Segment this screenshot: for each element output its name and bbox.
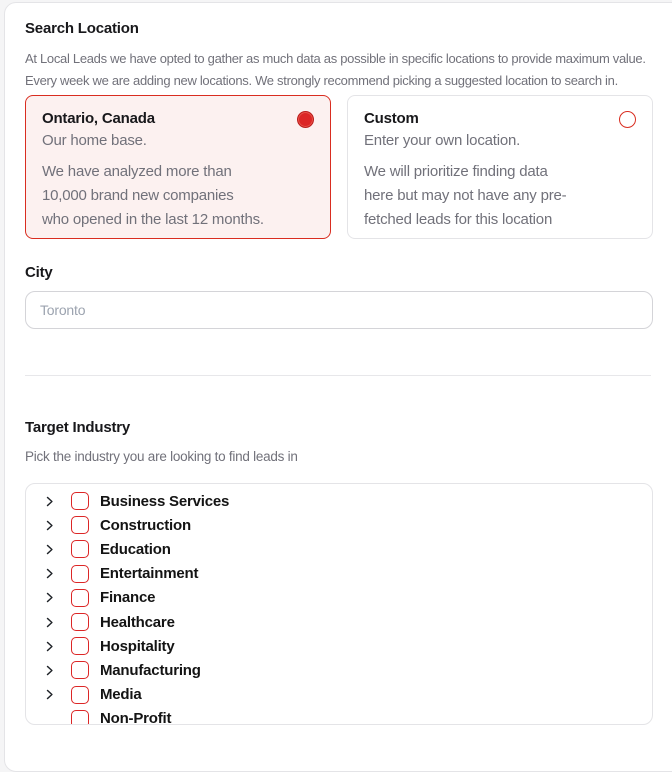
industry-label[interactable]: Education [100, 540, 171, 558]
chevron-right-icon[interactable] [42, 542, 56, 556]
chevron-right-icon[interactable] [42, 494, 56, 508]
description-line: fetched leads for this location [364, 211, 553, 228]
chevron-right-icon[interactable] [42, 518, 56, 532]
industry-checkbox[interactable] [71, 589, 89, 607]
industry-label[interactable]: Hospitality [100, 637, 175, 655]
industry-checkbox[interactable] [71, 710, 89, 725]
location-option-subtitle: Enter your own location. [364, 132, 521, 149]
section-divider [25, 375, 651, 376]
industry-row [26, 610, 652, 634]
location-option-title: Custom [364, 110, 419, 127]
description-line: here but may not have any pre- [364, 187, 567, 204]
search-location-description [25, 48, 653, 92]
chevron-right-icon[interactable] [42, 567, 56, 581]
industry-checkbox[interactable] [71, 686, 89, 704]
industry-label[interactable]: Healthcare [100, 613, 175, 631]
description-line: 10,000 brand new companies [42, 187, 234, 204]
chevron-right-icon[interactable] [42, 615, 56, 629]
industry-checkbox[interactable] [71, 565, 89, 583]
industry-row [26, 586, 652, 610]
city-label: City [25, 264, 53, 281]
chevron-right-icon[interactable] [42, 663, 56, 677]
target-industry-title: Target Industry [25, 419, 131, 436]
target-industry-subtitle: Pick the industry you are looking to find leads in [25, 449, 298, 464]
industry-label[interactable]: Entertainment [100, 565, 199, 583]
search-location-title: Search Location [25, 20, 139, 37]
industry-label[interactable]: Construction [100, 516, 191, 534]
radio-icon[interactable] [297, 111, 314, 128]
industry-row [26, 658, 652, 682]
location-option-card[interactable] [25, 95, 331, 239]
industry-checkbox[interactable] [71, 492, 89, 510]
description-line: Every week we are adding new locations. We strongly recommend picking a suggested location to search in. [25, 73, 618, 88]
industry-label[interactable]: Manufacturing [100, 661, 201, 679]
industry-row [26, 562, 652, 586]
industry-row [26, 634, 652, 658]
industry-label[interactable]: Non-Profit [100, 710, 172, 725]
description-line: We will prioritize finding data [364, 163, 548, 180]
industry-label[interactable]: Business Services [100, 492, 230, 510]
description-line: At Local Leads we have opted to gather as much data as possible in specific locations to provide maximum value. [25, 51, 646, 66]
industry-checkbox[interactable] [71, 661, 89, 679]
location-option-description [364, 160, 636, 232]
industry-label[interactable]: Finance [100, 589, 156, 607]
chevron-right-icon[interactable] [42, 591, 56, 605]
industry-row [26, 537, 652, 561]
radio-icon[interactable] [619, 111, 636, 128]
description-line: who opened in the last 12 months. [42, 211, 264, 228]
location-option-description [42, 160, 314, 232]
city-input[interactable] [25, 291, 653, 329]
industry-checkbox[interactable] [71, 637, 89, 655]
description-line: We have analyzed more than [42, 163, 232, 180]
location-option-title: Ontario, Canada [42, 110, 155, 127]
industry-checkbox[interactable] [71, 516, 89, 534]
location-options [25, 95, 653, 239]
industry-list [25, 483, 653, 725]
location-option-card[interactable] [347, 95, 653, 239]
industry-label[interactable]: Media [100, 686, 142, 704]
settings-panel [4, 2, 672, 772]
industry-row [26, 683, 652, 707]
industry-row [26, 513, 652, 537]
location-option-subtitle: Our home base. [42, 132, 147, 149]
chevron-right-icon[interactable] [42, 688, 56, 702]
industry-row [26, 707, 652, 725]
chevron-right-icon[interactable] [42, 639, 56, 653]
industry-row [26, 489, 652, 513]
industry-checkbox[interactable] [71, 613, 89, 631]
industry-checkbox[interactable] [71, 540, 89, 558]
